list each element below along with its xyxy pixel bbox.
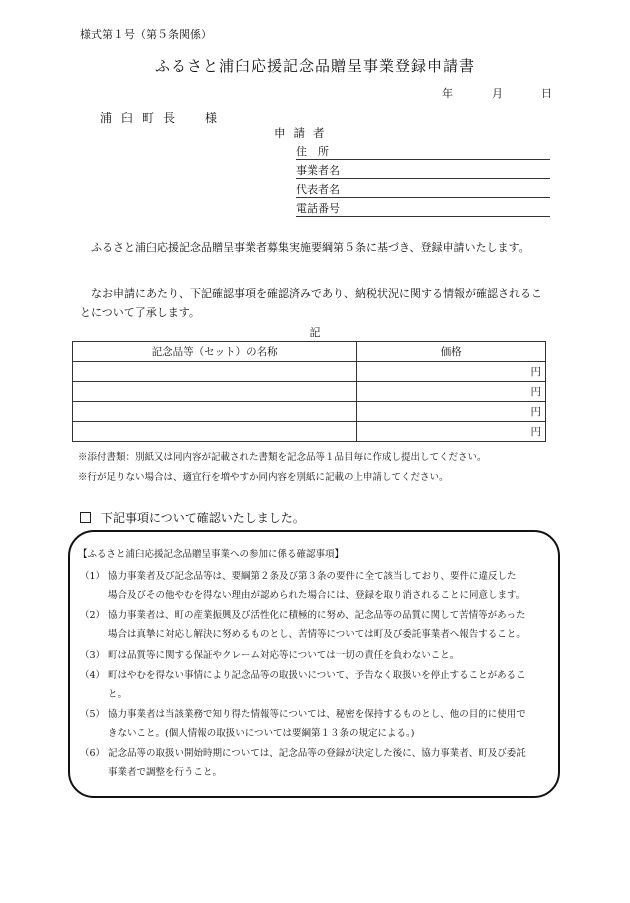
item-number: （1） <box>80 571 106 582</box>
confirm-checkbox[interactable] <box>80 512 91 523</box>
ki-heading: 記 <box>309 326 321 339</box>
confirmation-item-5 <box>80 705 552 743</box>
document-title: ふるさと浦臼応援記念品贈呈事業登録申請書 <box>154 57 475 75</box>
form-number: 様式第１号（第５条関係） <box>80 28 212 41</box>
item-text: 協力事業者は、町の産業振興及び活性化に積極的に努め、記念品等の品質に関して苦情等があった <box>108 610 526 621</box>
price-cell[interactable]: 円 <box>357 382 546 402</box>
item-text: と。 <box>108 689 128 700</box>
gift-name-cell[interactable] <box>73 362 357 382</box>
gift-table <box>72 341 546 442</box>
confirmation-item-6 <box>80 744 552 782</box>
paragraph-consent: なお申請にあたり、下記確認事項を確認済みであり、納税状況に関する情報が確認されることについて了承します。 <box>80 287 542 319</box>
confirm-label: 下記事項について確認いたしました。 <box>101 511 305 525</box>
date-day: 日 <box>541 87 552 100</box>
confirmation-item-2 <box>80 606 552 644</box>
item-number: （3） <box>80 650 106 661</box>
item-text: 場合及びその他やむを得ない理由が認められた場合には、登録を取り消されることに同意します。 <box>108 590 526 601</box>
item-text: 協力事業者及び記念品等は、要綱第２条及び第３条の要件に全て該当しており、要件に違反した <box>108 571 517 582</box>
column-header-price: 価格 <box>357 342 546 362</box>
note-rows: ※行が足りない場合は、適宜行を増やすか同内容を別紙に記載の上申請してください。 <box>78 472 449 483</box>
table-row <box>73 422 546 442</box>
item-text: 協力事業者は当該業務で知り得た情報等については、秘密を保持するものとし、他の目的に使用で <box>108 709 526 720</box>
gift-name-cell[interactable] <box>73 382 357 402</box>
address-field[interactable]: 住 所 <box>296 144 550 160</box>
table-row <box>73 382 546 402</box>
price-cell[interactable]: 円 <box>357 362 546 382</box>
item-number: （6） <box>80 748 106 759</box>
table-row <box>73 362 546 382</box>
table-row <box>73 402 546 422</box>
note-attachment: ※添付書類：別紙又は同内容が記載された書類を記念品等１品目毎に作成し提出してください。 <box>78 452 487 463</box>
confirmation-item-1 <box>80 567 552 605</box>
item-number: （5） <box>80 709 106 720</box>
item-number: （4） <box>80 670 106 681</box>
item-text: 町はやむを得ない事情により記念品等の取扱いについて、予告なく取扱いを停止することがあるこ <box>108 670 526 681</box>
business-name-field[interactable]: 事業者名 <box>296 163 550 179</box>
table-header-row <box>73 342 546 362</box>
column-header-name: 記念品等（セット）の名称 <box>73 342 357 362</box>
representative-field[interactable]: 代表者名 <box>296 182 550 198</box>
paragraph-application: ふるさと浦臼応援記念品贈呈事業者募集実施要綱第５条に基づき、登録申請いたします。 <box>91 241 530 254</box>
price-cell[interactable]: 円 <box>357 422 546 442</box>
item-number: （2） <box>80 610 106 621</box>
confirmation-item-4 <box>80 666 552 704</box>
applicant-heading: 申請者 <box>274 126 333 140</box>
item-text: 町は品質等に関する保証やクレーム対応等については一切の責任を負わないこと。 <box>108 650 460 661</box>
item-text: 記念品等の取扱い開始時期については、記念品等の登録が決定した後に、協力事業者、町及び委託 <box>108 748 526 759</box>
item-text: 場合は真摯に対応し解決に努めるものとし、苦情等については町及び委託事業者へ報告すること。 <box>108 629 526 640</box>
date-year: 年 <box>442 87 453 100</box>
confirmation-title: 【ふるさと浦臼応援記念品贈呈事業への参加に係る確認事項】 <box>78 549 345 560</box>
gift-name-cell[interactable] <box>73 402 357 422</box>
date-month: 月 <box>492 87 503 100</box>
phone-field[interactable]: 電話番号 <box>296 201 550 217</box>
item-text: きないこと。(個人情報の取扱いについては要綱第１３条の規定による。) <box>108 728 415 739</box>
item-text: 事業者で調整を行うこと。 <box>108 767 223 778</box>
confirmation-item-3 <box>80 646 552 665</box>
confirm-row <box>80 509 305 526</box>
gift-name-cell[interactable] <box>73 422 357 442</box>
addressee: 浦臼町長 様 <box>100 111 227 125</box>
price-cell[interactable]: 円 <box>357 402 546 422</box>
